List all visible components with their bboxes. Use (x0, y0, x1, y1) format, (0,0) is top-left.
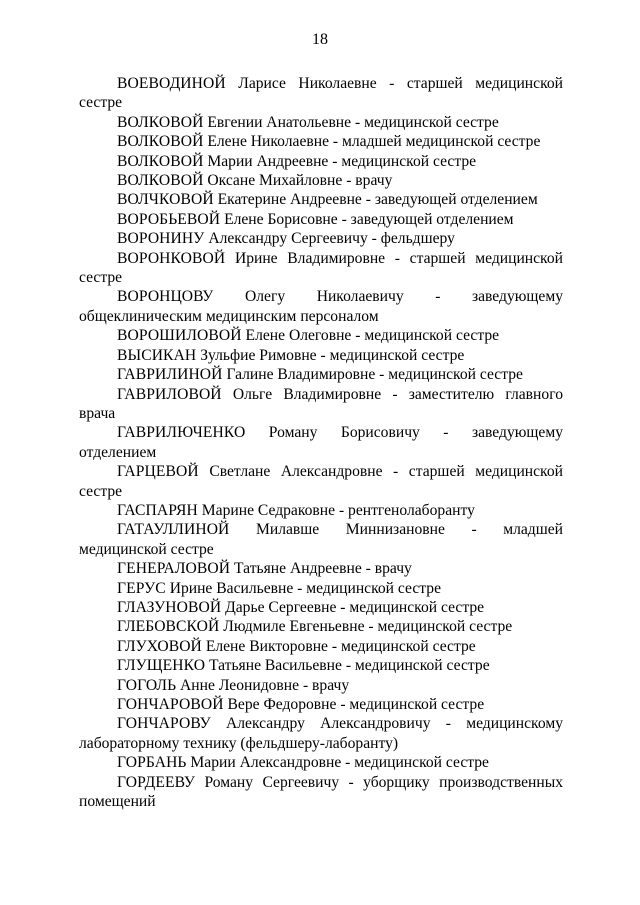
list-item (79, 326, 563, 345)
entry-details: Зульфие Римовне - медицинской сестре (200, 346, 465, 364)
list-item (79, 637, 563, 656)
entry-details: Марии Александровне - медицинской сестре (190, 754, 489, 772)
list-item (79, 520, 563, 559)
entry-surname: ВОЛЧКОВОЙ (117, 191, 214, 209)
list-item (79, 423, 563, 462)
list-item (79, 210, 563, 229)
entry-surname: ВОРОНКОВОЙ (117, 249, 226, 267)
entry-surname: ГЕНЕРАЛОВОЙ (117, 560, 231, 578)
entry-surname: ВОРОБЬЕВОЙ (117, 210, 221, 228)
list-item (79, 346, 563, 365)
entry-surname: ГЕРУС (117, 579, 166, 597)
entry-details: Анне Леонидовне - врачу (180, 676, 350, 694)
entry-details: Светлане Александровне - старшей медицинской сестре (79, 463, 563, 500)
entry-details: Ирине Владимировне - старшей медицинской сестре (79, 249, 563, 287)
entry-surname: ГАТАУЛЛИНОЙ (117, 521, 230, 539)
entry-surname: ГАВРИЛОВОЙ (117, 385, 222, 403)
list-item (79, 171, 563, 190)
entry-details: Евгении Анатольевне - медицинской сестре (207, 113, 499, 131)
entry-surname: ГАВРИЛИНОЙ (117, 366, 223, 384)
award-list (79, 74, 563, 811)
list-item (79, 74, 563, 113)
entry-details: Александру Сергеевичу - фельдшеру (208, 230, 455, 248)
entry-details: Елене Викторовне - медицинской сестре (205, 637, 476, 655)
entry-surname: ГЛУЩЕНКО (117, 657, 206, 675)
list-item (79, 249, 563, 288)
page-number: 18 (312, 31, 328, 48)
entry-surname: ГЛАЗУНОВОЙ (117, 598, 222, 616)
entry-details: Ольге Владимировне - заместителю главного врача (79, 385, 563, 422)
list-item (79, 385, 563, 424)
list-item (79, 753, 563, 772)
list-item (79, 132, 563, 151)
entry-details: Вере Федоровне - медицинской сестре (227, 696, 485, 713)
list-item (79, 598, 563, 617)
list-item (79, 695, 563, 714)
entry-surname: ГАРЦЕВОЙ (117, 463, 199, 481)
list-item (79, 676, 563, 695)
entry-details: Елене Николаевне - младшей медицинской сестре (207, 133, 541, 151)
list-item (79, 462, 563, 501)
list-item (79, 656, 563, 675)
entry-surname: ВОЕВОДИНОЙ (117, 75, 226, 92)
entry-surname: ВОРОШИЛОВОЙ (117, 327, 242, 345)
entry-surname: ВОРОНЦОВУ (117, 288, 214, 306)
list-item (79, 152, 563, 171)
entry-surname: ГАВРИЛЮЧЕНКО (117, 424, 246, 442)
list-item (79, 287, 563, 326)
list-item (79, 501, 563, 520)
entry-details: Людмиле Евгеньевне - медицинской сестре (223, 618, 513, 636)
entry-details: Татьяне Андреевне - врачу (234, 560, 412, 578)
entry-details: Роману Борисовичу - заведующему отделением (79, 424, 563, 461)
entry-surname: ВОЛКОВОЙ (117, 133, 204, 151)
entry-details: Александру Александровичу - медицинскому лабораторному технику (фельдшеру-лаборанту) (79, 715, 563, 752)
entry-surname: ВЫСИКАН (117, 346, 197, 364)
entry-details: Марине Седраковне - рентгенолаборанту (201, 501, 475, 519)
list-item (79, 365, 563, 384)
list-item (79, 113, 563, 132)
entry-surname: ВОЛКОВОЙ (117, 172, 204, 190)
entry-details: Олегу Николаевичу - заведующему общеклиническим медицинским персоналом (79, 288, 563, 325)
entry-details: Роману Сергеевичу - уборщику производственных помещений (79, 773, 563, 811)
list-item (79, 559, 563, 578)
entry-details: Галине Владимировне - медицинской сестре (226, 366, 523, 384)
entry-surname: ГОНЧАРОВУ (117, 715, 211, 733)
entry-surname: ГОГОЛЬ (117, 676, 177, 694)
entry-details: Дарье Сергеевне - медицинской сестре (225, 598, 485, 616)
entry-surname: ВОЛКОВОЙ (117, 152, 204, 170)
entry-surname: ГОРДЕЕВУ (117, 773, 196, 791)
entry-details: Марии Андреевне - медицинской сестре (207, 152, 477, 170)
entry-details: Татьяне Васильевне - медицинской сестре (208, 657, 490, 675)
entry-details: Ларисе Николаевне - старшей медицинской сестре (79, 75, 563, 112)
entry-details: Оксане Михайловне - врачу (207, 172, 393, 190)
entry-details: Елене Олеговне - медицинской сестре (245, 327, 500, 345)
entry-surname: ГАСПАРЯН (117, 501, 198, 519)
list-item (79, 773, 563, 812)
entry-details: Ирине Васильевне - медицинской сестре (169, 579, 441, 597)
list-item (79, 617, 563, 636)
entry-surname: ГЛЕБОВСКОЙ (117, 618, 220, 636)
entry-surname: ВОЛКОВОЙ (117, 113, 204, 131)
list-item (79, 190, 563, 209)
entry-details: Милавше Миннизановне - младшей медицинской сестре (79, 521, 563, 558)
entry-details: Елене Борисовне - заведующей отделением (224, 210, 514, 228)
entry-surname: ГОРБАНЬ (117, 754, 187, 772)
list-item (79, 229, 563, 248)
entry-surname: ГОНЧАРОВОЙ (117, 696, 224, 713)
list-item (79, 579, 563, 598)
entry-surname: ГЛУХОВОЙ (117, 637, 202, 655)
entry-surname: ВОРОНИНУ (117, 230, 205, 248)
entry-details: Екатерине Андреевне - заведующей отделением (217, 191, 538, 209)
list-item (79, 714, 563, 753)
